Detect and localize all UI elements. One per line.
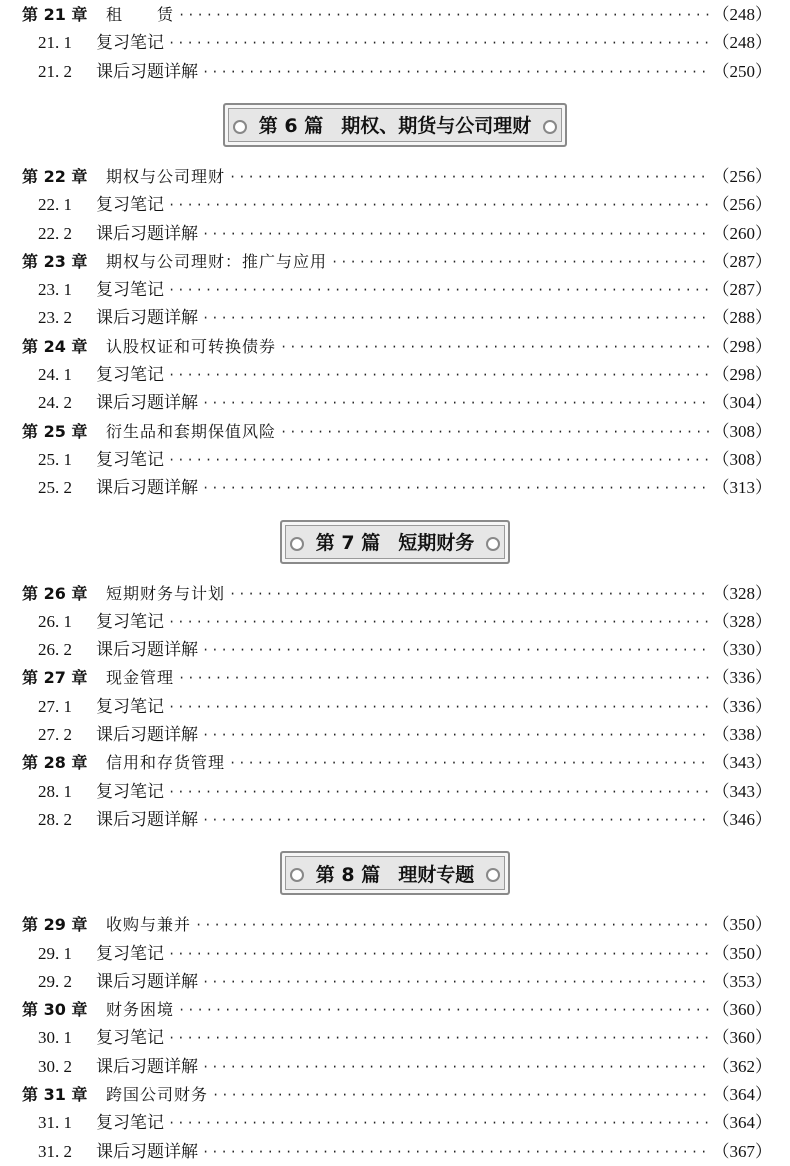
section-number: 25. 1 xyxy=(38,449,72,469)
section-entry[interactable] xyxy=(38,276,772,304)
chapter-title: 期权与公司理财 xyxy=(106,166,226,186)
page-number: （343） xyxy=(712,753,772,773)
section-entry[interactable] xyxy=(38,58,772,86)
dot-leader xyxy=(168,778,709,806)
part-title: 短期财务 xyxy=(398,532,475,554)
section-entry[interactable] xyxy=(38,1024,772,1052)
section-number: 28. 1 xyxy=(38,781,72,801)
dot-leader xyxy=(212,1081,708,1109)
chapter-title: 收购与兼并 xyxy=(106,915,192,935)
chapter-number: 第 31 章 xyxy=(22,1085,88,1104)
section-number: 31. 2 xyxy=(38,1141,72,1161)
dot-leader xyxy=(202,806,709,834)
chapter-title: 信用和存货管理 xyxy=(106,753,226,773)
dot-leader xyxy=(280,333,708,361)
page-number: （298） xyxy=(712,336,772,356)
dot-leader xyxy=(178,664,708,692)
section-title: 课后习题详解 xyxy=(96,725,198,745)
section-number: 30. 2 xyxy=(38,1056,72,1076)
dot-leader xyxy=(202,1138,709,1166)
part-heading xyxy=(0,103,790,147)
section-entry[interactable] xyxy=(38,389,772,417)
dot-leader xyxy=(280,418,708,446)
chapter-entry[interactable] xyxy=(22,664,772,692)
section-entry[interactable] xyxy=(38,608,772,636)
page-number: （360） xyxy=(712,1000,772,1020)
section-entry[interactable] xyxy=(38,361,772,389)
section-number: 25. 2 xyxy=(38,478,72,498)
dot-leader xyxy=(178,996,708,1024)
section-title: 课后习题详解 xyxy=(96,1141,198,1162)
part-number: 第 8 篇 xyxy=(315,863,381,886)
section-number: 24. 2 xyxy=(38,393,72,413)
dot-leader xyxy=(202,721,709,749)
section-number: 31. 1 xyxy=(38,1113,72,1133)
page-number: （288） xyxy=(712,308,772,328)
page-number: （350） xyxy=(712,915,772,935)
section-entry[interactable] xyxy=(38,636,772,664)
section-entry[interactable] xyxy=(38,191,772,219)
page-number: （298） xyxy=(712,365,772,384)
chapter-title: 租 赁 xyxy=(106,5,175,24)
section-title: 课后习题详解 xyxy=(96,478,198,499)
page-number: （364） xyxy=(712,1113,772,1133)
chapter-number: 第 21 章 xyxy=(22,5,88,24)
dot-leader xyxy=(195,911,708,939)
page-number: （287） xyxy=(712,280,772,300)
chapter-title: 认股权证和可转换债券 xyxy=(106,336,277,356)
section-number: 27. 1 xyxy=(38,696,72,716)
section-title: 课后习题详解 xyxy=(96,61,198,82)
section-title: 复习笔记 xyxy=(96,449,164,470)
section-number: 30. 1 xyxy=(38,1028,72,1048)
page-number: （346） xyxy=(712,809,772,829)
section-number: 23. 2 xyxy=(38,308,72,328)
page-number: （362） xyxy=(712,1056,772,1076)
part-banner xyxy=(280,851,510,895)
part-title: 理财专题 xyxy=(398,863,475,886)
section-number: 26. 2 xyxy=(38,640,72,660)
chapter-number: 第 22 章 xyxy=(22,166,88,186)
chapter-number: 第 30 章 xyxy=(22,1000,88,1020)
page-number: （256） xyxy=(712,166,772,186)
section-number: 21. 2 xyxy=(38,61,72,81)
section-title: 复习笔记 xyxy=(96,195,164,216)
section-title: 课后习题详解 xyxy=(96,1056,198,1077)
dot-leader xyxy=(202,1053,709,1081)
page-number: （250） xyxy=(712,61,772,81)
chapter-entry[interactable] xyxy=(22,1,772,29)
section-title: 复习笔记 xyxy=(96,365,164,385)
section-title: 课后习题详解 xyxy=(96,809,198,830)
chapter-entry[interactable] xyxy=(22,418,772,446)
section-entry[interactable] xyxy=(38,1138,772,1166)
section-title: 复习笔记 xyxy=(96,280,164,301)
dot-leader xyxy=(229,163,708,191)
part-banner xyxy=(223,103,567,147)
section-entry[interactable] xyxy=(38,778,772,806)
part-number: 第 6 篇 xyxy=(258,115,324,138)
chapter-entry[interactable] xyxy=(22,996,772,1024)
page-number: （313） xyxy=(712,478,772,498)
section-title: 课后习题详解 xyxy=(96,971,198,992)
page-number: （360） xyxy=(712,1028,772,1048)
chapter-number: 第 25 章 xyxy=(22,421,88,441)
page-number: （287） xyxy=(712,251,772,271)
section-entry[interactable] xyxy=(38,806,772,834)
section-number: 29. 1 xyxy=(38,943,72,963)
section-title: 复习笔记 xyxy=(96,1113,164,1134)
part-title: 期权、期货与公司理财 xyxy=(341,115,532,138)
page-number: （304） xyxy=(712,393,772,413)
dot-leader xyxy=(168,446,709,474)
page-number: （248） xyxy=(712,33,772,53)
section-entry[interactable] xyxy=(38,29,772,57)
dot-leader xyxy=(202,474,709,502)
dot-leader xyxy=(168,1109,709,1137)
dot-leader xyxy=(168,361,709,389)
section-number: 22. 1 xyxy=(38,195,72,215)
page-number: （308） xyxy=(712,421,772,441)
dot-leader xyxy=(168,608,709,636)
section-entry[interactable] xyxy=(38,220,772,248)
dot-leader xyxy=(202,58,709,86)
chapter-number: 第 23 章 xyxy=(22,251,88,271)
page-number: （350） xyxy=(712,943,772,963)
section-title: 复习笔记 xyxy=(96,611,164,632)
chapter-number: 第 29 章 xyxy=(22,915,88,935)
page-number: （330） xyxy=(712,640,772,660)
page-number: （338） xyxy=(712,725,772,744)
chapter-title: 短期财务与计划 xyxy=(106,583,226,603)
section-title: 课后习题详解 xyxy=(96,308,198,329)
chapter-number: 第 27 章 xyxy=(22,668,88,688)
part-heading xyxy=(0,851,790,895)
page-number: （248） xyxy=(712,5,772,24)
dot-leader xyxy=(202,968,709,996)
page-number: （343） xyxy=(712,781,772,801)
dot-leader xyxy=(202,220,709,248)
dot-leader xyxy=(168,940,709,968)
dot-leader xyxy=(168,276,709,304)
dot-leader xyxy=(168,29,709,57)
chapter-title: 衍生品和套期保值风险 xyxy=(106,421,277,441)
dot-leader xyxy=(168,1024,709,1052)
section-number: 21. 1 xyxy=(38,33,72,53)
page-number: （353） xyxy=(712,971,772,991)
dot-leader xyxy=(202,636,709,664)
section-entry[interactable] xyxy=(38,474,772,502)
chapter-number: 第 26 章 xyxy=(22,583,88,603)
section-number: 29. 2 xyxy=(38,971,72,991)
chapter-number: 第 24 章 xyxy=(22,336,88,356)
chapter-entry[interactable] xyxy=(22,911,772,939)
page-number: （256） xyxy=(712,195,772,215)
page-number: （364） xyxy=(712,1085,772,1104)
section-title: 复习笔记 xyxy=(96,33,164,54)
page-number: （367） xyxy=(712,1141,772,1161)
page-number: （336） xyxy=(712,696,772,716)
page-number: （308） xyxy=(712,449,772,469)
part-banner xyxy=(280,520,510,564)
part-heading xyxy=(0,520,790,564)
chapter-number: 第 28 章 xyxy=(22,753,88,773)
dot-leader xyxy=(229,749,708,777)
chapter-title: 财务困境 xyxy=(106,1000,175,1020)
part-number: 第 7 篇 xyxy=(315,532,381,554)
section-entry[interactable] xyxy=(38,304,772,332)
dot-leader xyxy=(229,580,708,608)
section-entry[interactable] xyxy=(38,968,772,996)
section-number: 23. 1 xyxy=(38,280,72,300)
section-title: 课后习题详解 xyxy=(96,640,198,661)
dot-leader xyxy=(168,693,709,721)
section-number: 27. 2 xyxy=(38,725,72,744)
dot-leader xyxy=(202,389,709,417)
section-entry[interactable] xyxy=(38,940,772,968)
chapter-entry[interactable] xyxy=(22,163,772,191)
section-entry[interactable] xyxy=(38,721,772,749)
page-number: （328） xyxy=(712,611,772,631)
section-number: 24. 1 xyxy=(38,365,72,384)
section-number: 26. 1 xyxy=(38,611,72,631)
chapter-entry[interactable] xyxy=(22,580,772,608)
page-number: （336） xyxy=(712,668,772,688)
section-number: 28. 2 xyxy=(38,809,72,829)
section-title: 复习笔记 xyxy=(96,1028,164,1049)
dot-leader xyxy=(202,304,709,332)
section-entry[interactable] xyxy=(38,446,772,474)
section-entry[interactable] xyxy=(38,1053,772,1081)
page-number: （260） xyxy=(712,223,772,243)
section-entry[interactable] xyxy=(38,693,772,721)
dot-leader xyxy=(178,1,708,29)
section-title: 课后习题详解 xyxy=(96,223,198,244)
chapter-title: 现金管理 xyxy=(106,668,175,688)
chapter-entry[interactable] xyxy=(22,333,772,361)
section-title: 复习笔记 xyxy=(96,943,164,964)
dot-leader xyxy=(331,248,708,276)
chapter-entry[interactable] xyxy=(22,749,772,777)
section-title: 复习笔记 xyxy=(96,696,164,717)
section-number: 22. 2 xyxy=(38,223,72,243)
chapter-title: 期权与公司理财：推广与应用 xyxy=(106,251,328,271)
section-title: 课后习题详解 xyxy=(96,393,198,414)
page-number: （328） xyxy=(712,583,772,603)
section-title: 复习笔记 xyxy=(96,781,164,802)
dot-leader xyxy=(168,191,709,219)
chapter-entry[interactable] xyxy=(22,1081,772,1109)
section-entry[interactable] xyxy=(38,1109,772,1137)
chapter-entry[interactable] xyxy=(22,248,772,276)
chapter-title: 跨国公司财务 xyxy=(106,1085,209,1104)
